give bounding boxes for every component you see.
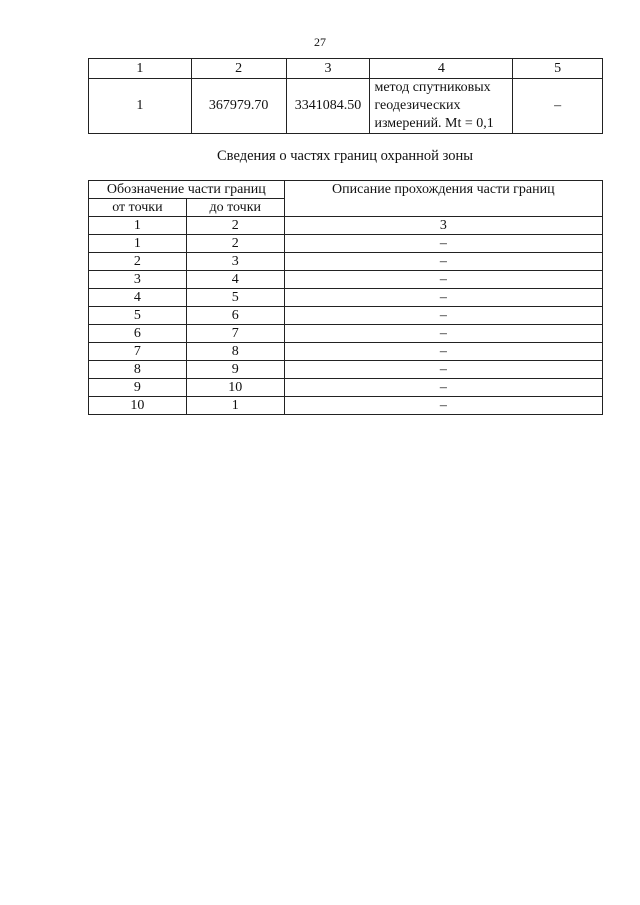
page-number: 27 bbox=[314, 35, 326, 49]
method-line: измерений. Mt = 0,1 bbox=[374, 116, 494, 131]
table-row bbox=[89, 289, 603, 307]
method-line: метод спутниковых bbox=[374, 80, 491, 95]
section-title: Сведения о частях границ охранной зоны bbox=[217, 148, 473, 164]
to-point: 3 bbox=[186, 253, 284, 271]
table-row bbox=[89, 253, 603, 271]
from-header: от точки bbox=[89, 199, 187, 217]
coordinate-y: 3341084.50 bbox=[286, 79, 370, 134]
description: – bbox=[284, 397, 602, 415]
from-point: 5 bbox=[89, 307, 187, 325]
table-row bbox=[89, 361, 603, 379]
column-header: 5 bbox=[513, 59, 603, 79]
to-point: 9 bbox=[186, 361, 284, 379]
to-point: 1 bbox=[186, 397, 284, 415]
from-point: 10 bbox=[89, 397, 187, 415]
from-point: 6 bbox=[89, 325, 187, 343]
group-header: Обозначение части границ bbox=[89, 181, 285, 199]
from-point: 3 bbox=[89, 271, 187, 289]
column-header: 4 bbox=[370, 59, 513, 79]
from-point: 7 bbox=[89, 343, 187, 361]
table-row bbox=[89, 217, 603, 235]
table-header-row bbox=[89, 59, 603, 79]
description: – bbox=[284, 361, 602, 379]
table-row bbox=[89, 79, 603, 134]
table-row bbox=[89, 379, 603, 397]
coordinates-table bbox=[88, 58, 603, 134]
coordinate-x: 367979.70 bbox=[191, 79, 286, 134]
to-header: до точки bbox=[186, 199, 284, 217]
from-point: 9 bbox=[89, 379, 187, 397]
table-row bbox=[89, 307, 603, 325]
description: 3 bbox=[284, 217, 602, 235]
description: – bbox=[284, 343, 602, 361]
to-point: 2 bbox=[186, 217, 284, 235]
table-header-row bbox=[89, 181, 603, 199]
description: – bbox=[284, 379, 602, 397]
to-point: 4 bbox=[186, 271, 284, 289]
table-row bbox=[89, 397, 603, 415]
description: – bbox=[284, 235, 602, 253]
table-row bbox=[89, 235, 603, 253]
from-point: 8 bbox=[89, 361, 187, 379]
column-header: 3 bbox=[286, 59, 370, 79]
to-point: 8 bbox=[186, 343, 284, 361]
to-point: 2 bbox=[186, 235, 284, 253]
from-point: 1 bbox=[89, 217, 187, 235]
to-point: 6 bbox=[186, 307, 284, 325]
to-point: 10 bbox=[186, 379, 284, 397]
col5-value: – bbox=[513, 79, 603, 134]
method-line: геодезических bbox=[374, 98, 461, 113]
column-header: 2 bbox=[191, 59, 286, 79]
description: – bbox=[284, 289, 602, 307]
point-number: 1 bbox=[89, 79, 192, 134]
description: – bbox=[284, 325, 602, 343]
table-row bbox=[89, 325, 603, 343]
method-cell bbox=[370, 79, 513, 134]
boundary-parts-table bbox=[88, 180, 603, 415]
from-point: 2 bbox=[89, 253, 187, 271]
description-header: Описание прохождения части границ bbox=[284, 181, 602, 217]
table-row bbox=[89, 271, 603, 289]
to-point: 5 bbox=[186, 289, 284, 307]
description: – bbox=[284, 307, 602, 325]
table-row bbox=[89, 343, 603, 361]
from-point: 1 bbox=[89, 235, 187, 253]
to-point: 7 bbox=[186, 325, 284, 343]
description: – bbox=[284, 253, 602, 271]
column-header: 1 bbox=[89, 59, 192, 79]
description: – bbox=[284, 271, 602, 289]
from-point: 4 bbox=[89, 289, 187, 307]
